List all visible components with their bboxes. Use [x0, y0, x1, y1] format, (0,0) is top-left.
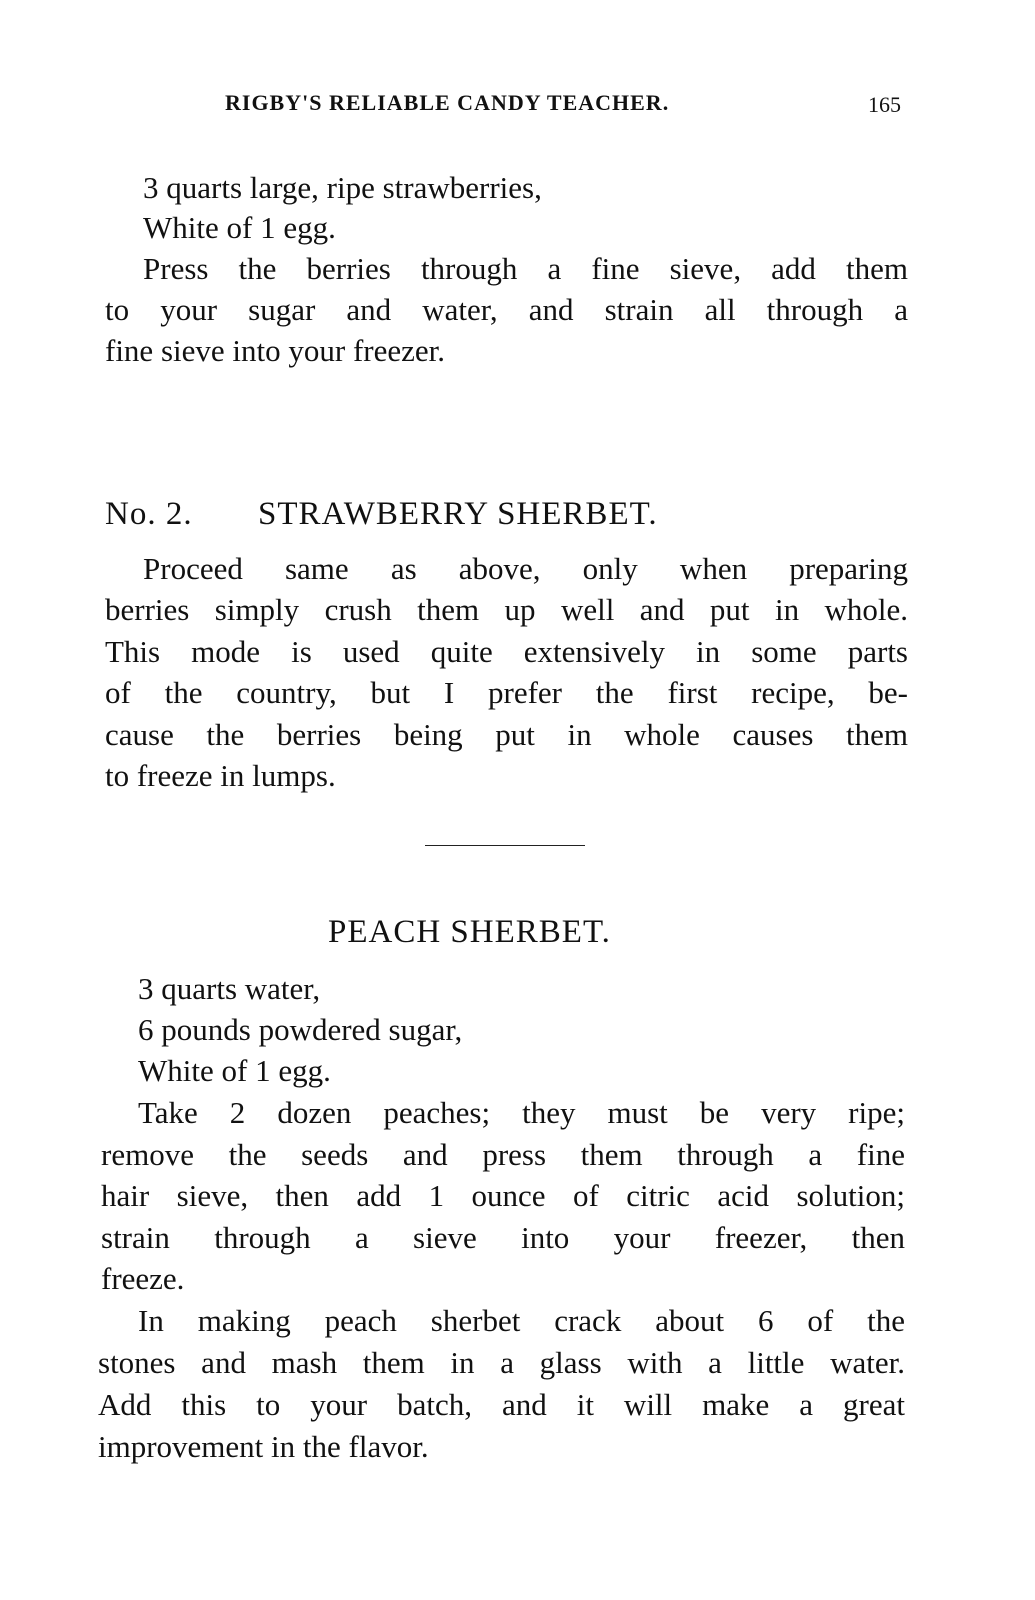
paragraph-line: remove the seeds and press them through a fine — [101, 1137, 905, 1172]
ingredient-line: White of 1 egg. — [143, 210, 336, 245]
paragraph-line: In making peach sherbet crack about 6 of the — [138, 1303, 905, 1338]
recipe-title: STRAWBERRY SHERBET. — [258, 496, 658, 532]
paragraph-line: Press the berries through a fine sieve, add them — [143, 251, 908, 286]
paragraph-line: Take 2 dozen peaches; they must be very ripe; — [138, 1095, 905, 1130]
paragraph-line: stones and mash them in a glass with a little water. — [98, 1345, 905, 1380]
paragraph-line: hair sieve, then add 1 ounce of citric acid solution; — [101, 1178, 905, 1213]
paragraph-line: to freeze in lumps. — [105, 758, 336, 793]
paragraph-line: Add this to your batch, and it will make a great — [98, 1387, 905, 1422]
ingredient-line: 3 quarts large, ripe strawberries, — [143, 170, 542, 205]
paragraph-line: berries simply crush them up well and put in whole. — [105, 592, 908, 627]
running-head: RIGBY'S RELIABLE CANDY TEACHER. — [225, 90, 670, 115]
paragraph-line: freeze. — [101, 1261, 185, 1296]
paragraph-line: This mode is used quite extensively in some parts — [105, 634, 908, 669]
paragraph-line: Proceed same as above, only when preparing — [143, 551, 908, 586]
paragraph-line: cause the berries being put in whole causes them — [105, 717, 908, 752]
ingredient-line: White of 1 egg. — [138, 1053, 331, 1088]
paragraph-line: to your sugar and water, and strain all through a — [105, 292, 908, 327]
paragraph-line: fine sieve into your freezer. — [105, 333, 445, 368]
paragraph-line: improvement in the flavor. — [98, 1429, 429, 1464]
recipe-title: PEACH SHERBET. — [328, 914, 611, 950]
ingredient-line: 3 quarts water, — [138, 971, 321, 1006]
page-number: 165 — [868, 92, 901, 117]
ingredient-line: 6 pounds powdered sugar, — [138, 1012, 463, 1047]
section-divider — [425, 845, 585, 846]
paragraph-line: of the country, but I prefer the first recipe, be- — [105, 675, 908, 710]
recipe-number: No. 2. — [105, 496, 193, 532]
paragraph-line: strain through a sieve into your freezer, then — [101, 1220, 905, 1255]
